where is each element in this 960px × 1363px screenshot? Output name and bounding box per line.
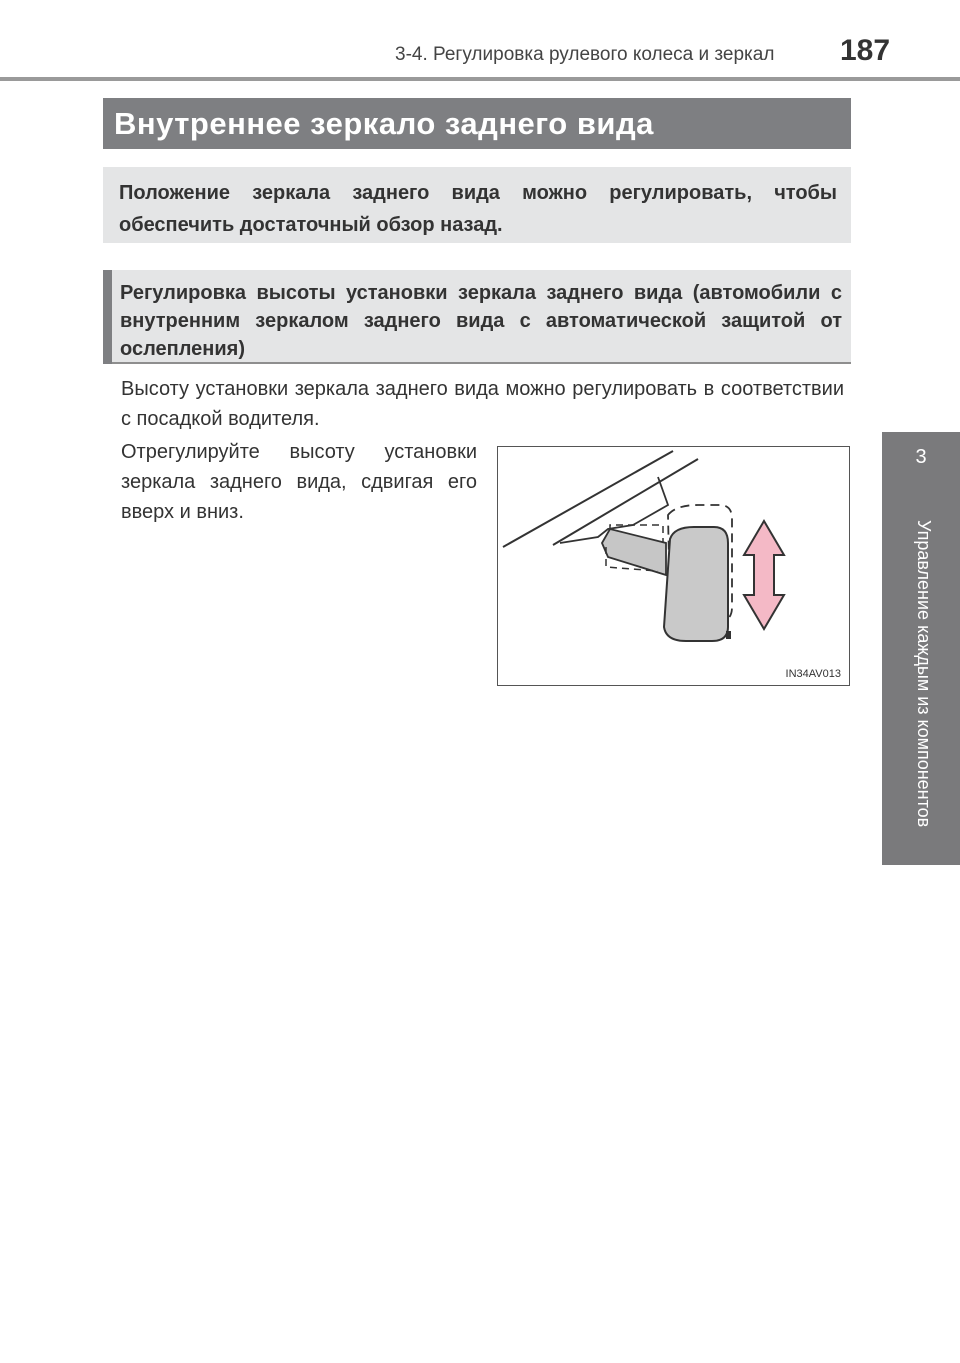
intro-box [103, 167, 851, 243]
page-number: 187 [840, 34, 891, 67]
section-title-bar [103, 98, 851, 149]
header-divider [0, 77, 960, 81]
section-title: Внутреннее зеркало заднего вида [114, 106, 654, 141]
mirror-illustration [497, 446, 850, 686]
up-down-arrow [744, 521, 784, 629]
figure-code: IN34AV013 [785, 668, 841, 680]
chapter-side-tab [882, 432, 960, 865]
intro-text: Положение зеркала заднего вида можно регулировать, чтобы обеспечить достаточный обзор назад. [119, 182, 837, 236]
chapter-number: 3 [915, 446, 927, 468]
mirror-drawing [498, 447, 849, 685]
chapter-label: Управление каждым из компонентов [914, 520, 934, 828]
body-paragraph-2: Отрегулируйте высоту установки зеркала заднего вида, сдвигая его вверх и вниз. [121, 441, 477, 523]
subsection-heading: Регулировка высоты установки зеркала заднего вида (автомобили с внутренним зеркалом заднего вида с автоматической защитой от ослепления) [120, 282, 842, 360]
running-header: 3-4. Регулировка рулевого колеса и зеркал [395, 44, 775, 65]
body-paragraph-1: Высоту установки зеркала заднего вида можно регулировать в соответствии с посадкой водителя. [121, 378, 844, 430]
subsection-box [103, 270, 851, 364]
subsection-accent [103, 270, 112, 364]
